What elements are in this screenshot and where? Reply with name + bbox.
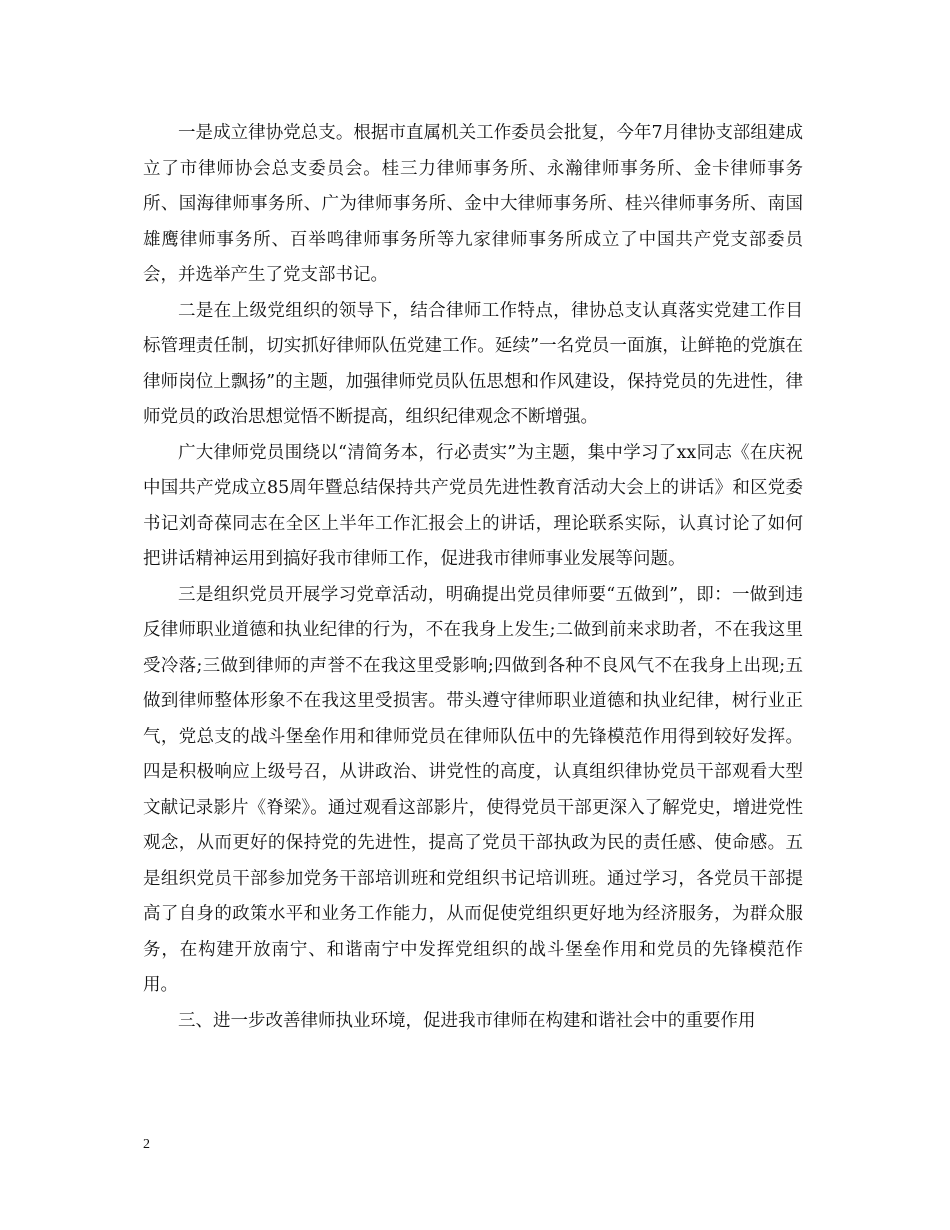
page-number: 2 — [143, 1137, 150, 1152]
paragraph-study-theme: 广大律师党员围绕以“清简务本，行必责实”为主题，集中学习了xx同志《在庆祝中国共产党成立85周年暨总结保持共产党员先进性教育活动大会上的讲话》和区党委书记刘奇葆同志在全区上半年工作汇报会上的讲话，理论联系实际，认真讨论了如何把讲话精神运用到搞好我市律师工作，促进我市律师事业发展等问题。 — [143, 442, 803, 569]
document-body — [143, 116, 803, 1039]
paragraph-party-branch-establishment: 一是成立律协党总支。根据市直属机关工作委员会批复，今年7月律协支部组建成立了市律师协会总支委员会。桂三力律师事务所、永瀚律师事务所、金卡律师事务所、国海律师事务所、广为律师事务所、金中大律师事务所、桂兴律师事务所、南国雄鹰律师事务所、百举鸣律师事务所等九家律师事务所成立了中国共产党支部委员会，并选举产生了党支部书记。 — [143, 123, 803, 285]
paragraph-party-building-responsibility: 二是在上级党组织的领导下，结合律师工作特点，律协总支认真落实党建工作目标管理责任制，切实抓好律师队伍党建工作。延续”一名党员一面旗，让鲜艳的党旗在律师岗位上飘扬”的主题，加强律师党员队伍思想和作风建设，保持党员的先进性，律师党员的政治思想觉悟不断提高，组织纪律观念不断增强。 — [143, 300, 803, 427]
paragraph-section-heading-environment: 三、进一步改善律师执业环境，促进我市律师在构建和谐社会中的重要作用 — [178, 1010, 756, 1031]
paragraph-five-commitments: 三是组织党员开展学习党章活动，明确提出党员律师要“五做到”，即：一做到违反律师职业道德和执业纪律的行为，不在我身上发生;二做到前来求助者，不在我这里受冷落;三做到律师的声誉不在我这里受影响;四做到各种不良风气不在我身上出现;五做到律师整体形象不在我这里受损害。带头遵守律师职业道德和执业纪律，树行业正气，党总支的战斗堡垒作用和律师党员在律师队伍中的先锋模范作用得到较好发挥。四是积极响应上级号召，从讲政治、讲党性的高度，认真组织律协党员干部观看大型文献记录影片《脊梁》。通过观看这部影片，使得党员干部更深入了解党史，增进党性观念，从而更好的保持党的先进性，提高了党员干部执政为民的责任感、使命感。五是组织党员干部参加党务干部培训班和党组织书记培训班。通过学习，各党员干部提高了自身的政策水平和业务工作能力，从而促使党组织更好地为经济服务，为群众服务，在构建开放南宁、和谐南宁中发挥党组织的战斗堡垒作用和党员的先锋模范作用。 — [143, 584, 803, 995]
